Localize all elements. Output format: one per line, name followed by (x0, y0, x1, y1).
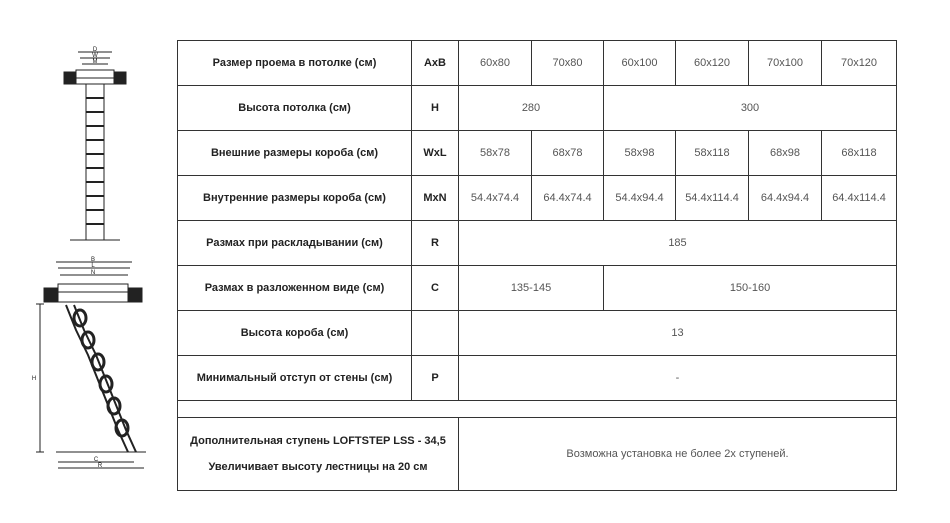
ladder-front-view (64, 52, 126, 240)
ladder-drawings (0, 0, 170, 523)
table-row (178, 176, 897, 221)
table-cell: 58x98 (604, 131, 676, 176)
row-label: Минимальный отступ от стены (см) (178, 356, 412, 401)
row-label: Высота короба (см) (178, 311, 412, 356)
row-label: Размах в разложенном виде (см) (178, 266, 412, 311)
table-row (178, 86, 897, 131)
table-cell: 60x80 (459, 41, 532, 86)
extra-step-note: Возможна установка не более 2х ступеней. (459, 418, 897, 491)
row-symbol: P (412, 356, 459, 401)
row-symbol: MxN (412, 176, 459, 221)
extra-step-title: Дополнительная ступень LOFTSTEP LSS - 34,5 (190, 435, 446, 447)
table-cell: 70x80 (532, 41, 604, 86)
row-symbol: WxL (412, 131, 459, 176)
table-cell: 58x118 (676, 131, 749, 176)
table-cell: 60x120 (676, 41, 749, 86)
table-cell: 64.4x94.4 (749, 176, 822, 221)
table-cell: - (459, 356, 897, 401)
table-cell: 135-145 (459, 266, 604, 311)
table-cell: 185 (459, 221, 897, 266)
table-cell: 70x120 (822, 41, 897, 86)
table-cell: 64.4x74.4 (532, 176, 604, 221)
label-W: W (92, 53, 98, 59)
extra-step-desc: Увеличивает высоту лестницы на 20 см (208, 461, 428, 473)
row-symbol: C (412, 266, 459, 311)
row-label: Внутренние размеры короба (см) (178, 176, 412, 221)
spec-table (177, 40, 897, 491)
row-symbol: R (412, 221, 459, 266)
extra-step-label (178, 418, 459, 491)
table-cell: 13 (459, 311, 897, 356)
table-cell: 54.4x94.4 (604, 176, 676, 221)
table-row (178, 266, 897, 311)
table-row (178, 356, 897, 401)
row-symbol: AxB (412, 41, 459, 86)
table-cell: 68x78 (532, 131, 604, 176)
table-cell: 300 (604, 86, 897, 131)
table-row (178, 221, 897, 266)
spacer-row (178, 401, 897, 418)
table-cell: 64.4x114.4 (822, 176, 897, 221)
table-cell: 68x98 (749, 131, 822, 176)
table-row (178, 131, 897, 176)
table-row (178, 311, 897, 356)
table-cell: 60x100 (604, 41, 676, 86)
table-cell: 150-160 (604, 266, 897, 311)
spacer-cell (178, 401, 897, 418)
ladder-side-view (36, 262, 146, 468)
table-cell: 54.4x114.4 (676, 176, 749, 221)
label-H: H (31, 376, 37, 382)
row-label: Высота потолка (см) (178, 86, 412, 131)
label-L: L (91, 263, 95, 269)
row-symbol (412, 311, 459, 356)
row-label: Размер проема в потолке (см) (178, 41, 412, 86)
table-cell: 280 (459, 86, 604, 131)
label-C: C (93, 457, 99, 463)
table-cell: 58x78 (459, 131, 532, 176)
table-cell: 68x118 (822, 131, 897, 176)
label-D: D (92, 47, 98, 53)
table-cell: 54.4x74.4 (459, 176, 532, 221)
table-row (178, 41, 897, 86)
extra-step-row (178, 418, 897, 491)
row-symbol: H (412, 86, 459, 131)
label-M: M (92, 59, 98, 65)
row-label: Размах при раскладывании (см) (178, 221, 412, 266)
label-B: B (90, 257, 96, 263)
label-N: N (90, 270, 96, 276)
table-cell: 70x100 (749, 41, 822, 86)
label-R: R (97, 463, 103, 469)
row-label: Внешние размеры короба (см) (178, 131, 412, 176)
